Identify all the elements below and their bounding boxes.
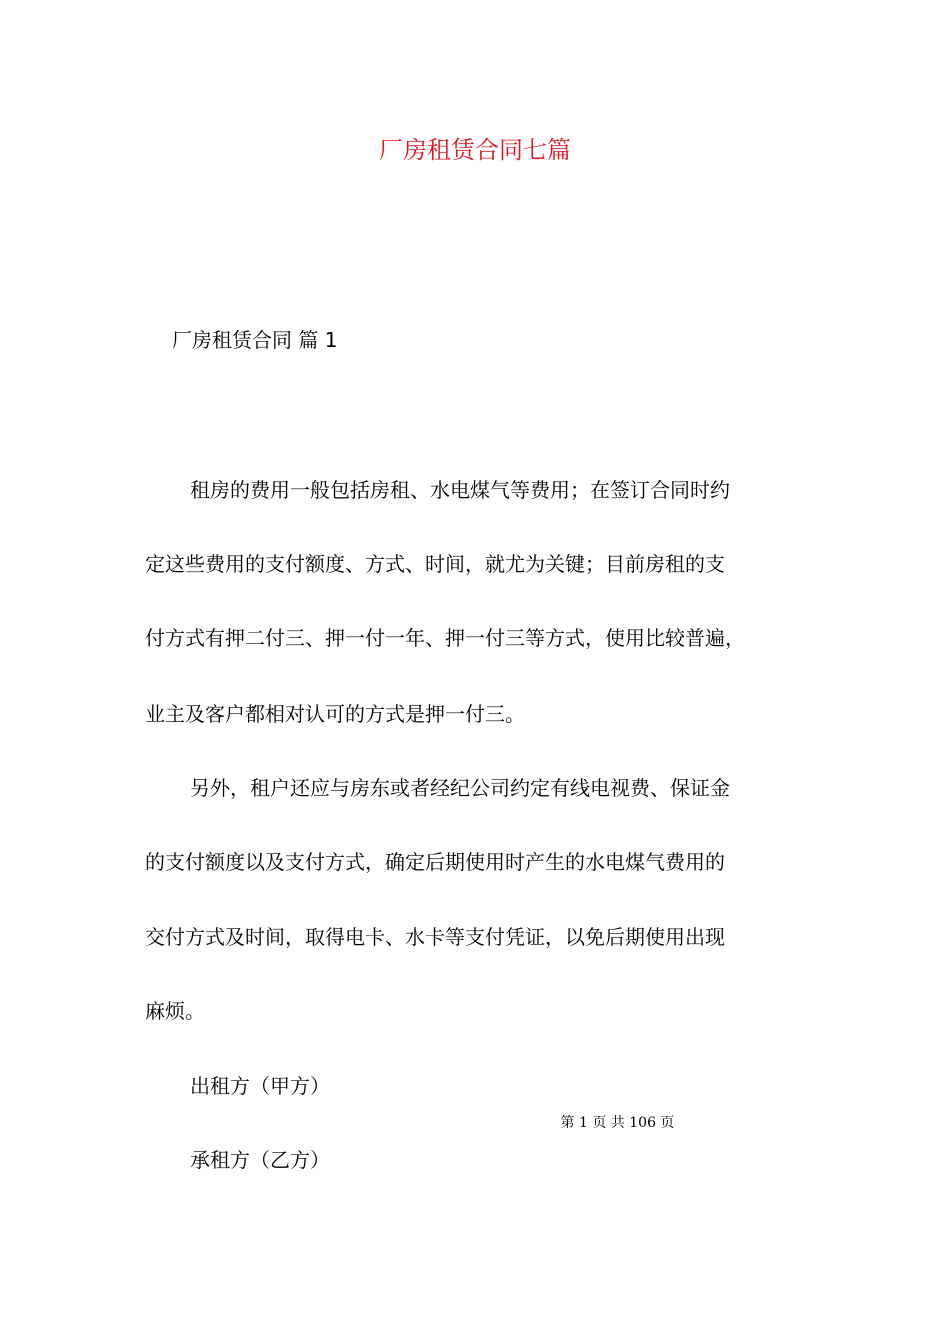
party-b-label: 承租方（乙方） xyxy=(190,1148,330,1172)
paragraph-line: 业主及客户都相对认可的方式是押一付三。 xyxy=(145,702,525,726)
document-title: 厂房租赁合同七篇 xyxy=(379,136,571,164)
paragraph-line: 租房的费用一般包括房租、水电煤气等费用；在签订合同时约 xyxy=(190,478,730,502)
party-a-label: 出租方（甲方） xyxy=(190,1074,330,1098)
section-heading: 厂房租赁合同 篇 1 xyxy=(172,328,338,352)
paragraph-line: 交付方式及时间，取得电卡、水卡等支付凭证，以免后期使用出现 xyxy=(145,925,725,949)
paragraph-line: 麻烦。 xyxy=(145,999,205,1023)
paragraph-line: 的支付额度以及支付方式，确定后期使用时产生的水电煤气费用的 xyxy=(145,850,725,874)
paragraph-line: 定这些费用的支付额度、方式、时间，就尤为关键；目前房租的支 xyxy=(145,552,725,576)
paragraph-line: 另外，租户还应与房东或者经纪公司约定有线电视费、保证金 xyxy=(190,776,730,800)
paragraph-line: 付方式有押二付三、押一付一年、押一付三等方式，使用比较普遍， xyxy=(145,626,745,650)
page-footer: 第 1 页 共 106 页 xyxy=(560,1115,675,1131)
